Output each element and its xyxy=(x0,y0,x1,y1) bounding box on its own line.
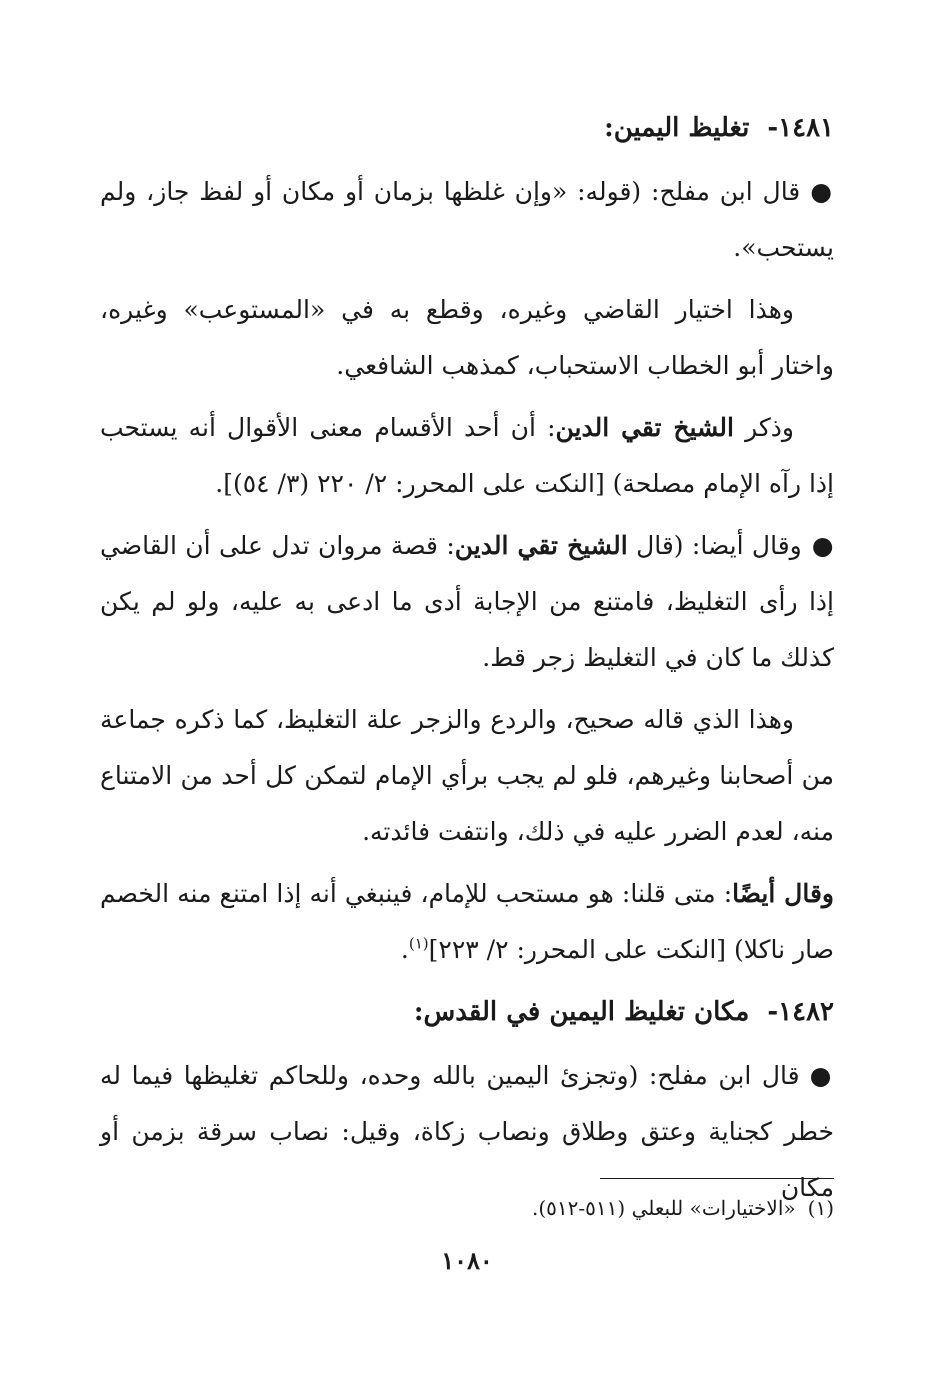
paragraph-text: : أن أحد الأقسام معنى الأقوال أنه يستحب إذا رآه الإمام مصلحة) [النكت على المحرر: ٢/ ٢٢٠ (٣/ ٥٤)]. xyxy=(100,413,834,498)
paragraph-text: : قصة مروان تدل على أن القاضي إذا رأى التغليظ، فامتنع من الإجابة أدى ما ادعى به عليه، ولو لم يكن كذلك ما كان في التغليظ زجر قط. xyxy=(100,531,834,672)
footnote-text: «الاختيارات» للبعلي (٥١١-٥١٢). xyxy=(532,1196,796,1220)
paragraph-lead: وذكر xyxy=(733,413,794,442)
paragraph xyxy=(100,518,834,686)
bold-name: الشيخ تقي الدين xyxy=(555,413,734,442)
footnote xyxy=(100,1190,834,1226)
paragraph xyxy=(100,282,834,394)
section-title: تغليظ اليمين: xyxy=(604,113,750,143)
footnote-reference[interactable]: (١) xyxy=(408,934,429,953)
section-heading-1482 xyxy=(100,984,834,1040)
footnote-divider xyxy=(600,1178,834,1179)
paragraph xyxy=(100,400,834,512)
bullet-icon: ● xyxy=(811,531,834,560)
paragraph-text: وهذا اختيار القاضي وغيره، وقطع به في «المستوعب» وغيره، واختار أبو الخطاب الاستحباب، كمذهب الشافعي. xyxy=(100,295,834,380)
footnote-marker: (١) xyxy=(807,1196,834,1220)
paragraph-text: قال ابن مفلح: (وتجزئ اليمين بالله وحده، وللحاكم تغليظها فيما له خطر كجناية وعتق وطلاق ونصاب زكاة، وقيل: نصاب سرقة بزمن أو مكان xyxy=(100,1061,834,1202)
section-number: ١٤٨١- xyxy=(767,113,834,143)
bullet-icon: ● xyxy=(810,177,834,206)
paragraph-text: قال ابن مفلح: (قوله: «وإن غلظها بزمان أو مكان أو لفظ جاز، ولم يستحب». xyxy=(100,177,834,262)
paragraph-lead: وقال أيضا: (قال xyxy=(627,531,802,560)
bullet-icon: ● xyxy=(809,1061,834,1090)
section-heading-1481 xyxy=(100,100,834,156)
paragraph xyxy=(100,866,834,978)
page-number: ١٠٨٠ xyxy=(441,1246,493,1275)
section-title: مكان تغليظ اليمين في القدس: xyxy=(413,997,750,1027)
paragraph-text: وهذا الذي قاله صحيح، والردع والزجر علة التغليظ، كما ذكره جماعة من أصحابنا وغيرهم، فلو لم يجب برأي الإمام لتمكن كل أحد من الامتناع منه، لعدم الضرر عليه في ذلك، وانتفت فائدته. xyxy=(100,705,834,846)
paragraph xyxy=(100,692,834,860)
bold-name: الشيخ تقي الدين xyxy=(454,531,628,560)
section-number: ١٤٨٢- xyxy=(767,997,834,1027)
paragraph-text: : متى قلنا: هو مستحب للإمام، فينبغي أنه إذا امتنع منه الخصم صار ناكلا) [النكت على المحرر: ٢/ ٢٢٣] xyxy=(100,879,834,964)
paragraph-tail: . xyxy=(400,935,409,964)
page-content xyxy=(100,100,834,1222)
bold-lead: وقال أيضًا xyxy=(732,879,834,908)
paragraph xyxy=(100,164,834,276)
